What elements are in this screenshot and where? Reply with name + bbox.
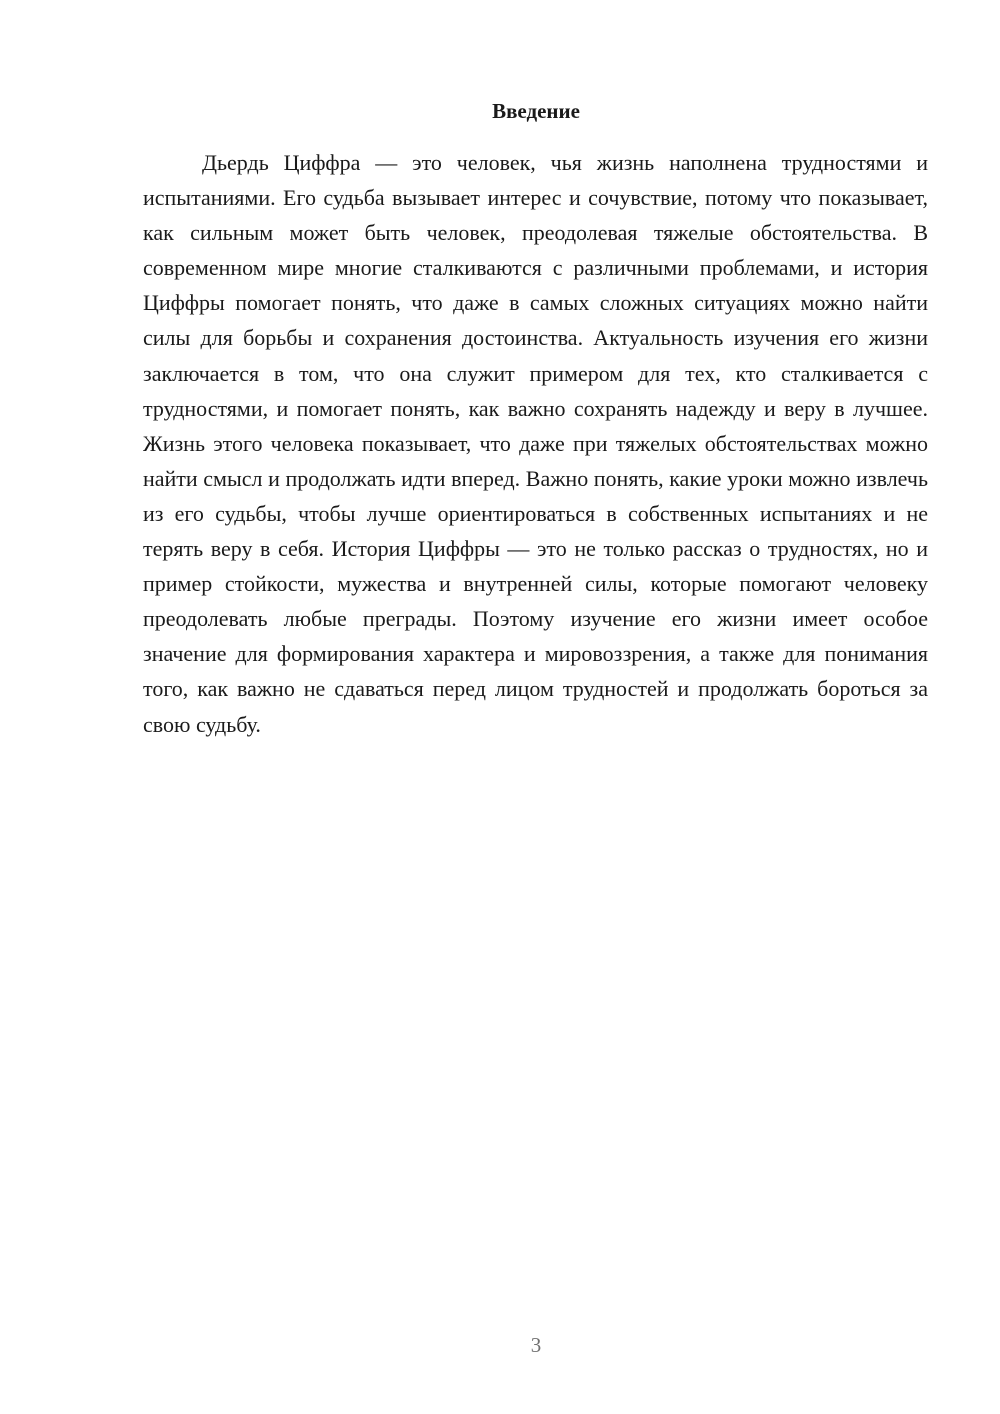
- page-number: 3: [530, 1333, 542, 1357]
- section-heading: Введение: [492, 99, 580, 123]
- intro-paragraph: Дьердь Циффра — это человек, чья жизнь наполнена трудностями и испытаниями. Его судьба вызывает интерес и сочувствие, потому что показывает, как сильным может быть человек, преодолевая тяжелые обстоятельства. В современном мире многие сталкиваются с различными проблемами, и история Циффры помогает понять, что даже в самых сложных ситуациях можно найти силы для борьбы и сохранения достоинства. Актуальность изучения его жизни заключается в том, что она служит примером для тех, кто сталкивается с трудностями, и помогает понять, как важно сохранять надежду и веру в лучшее. Жизнь этого человека показывает, что даже при тяжелых обстоятельствах можно найти смысл и продолжать идти вперед. Важно понять, какие уроки можно извлечь из его судьбы, чтобы лучше ориентироваться в собственных испытаниях и не терять веру в себя. История Циффры — это не только рассказ о трудностях, но и пример стойкости, мужества и внутренней силы, которые помогают человеку преодолевать любые преграды. Поэтому изучение его жизни имеет особое значение для формирования характера и мировоззрения, а также для понимания того, как важно не сдаваться перед лицом трудностей и продолжать бороться за свою судьбу.: [143, 150, 928, 737]
